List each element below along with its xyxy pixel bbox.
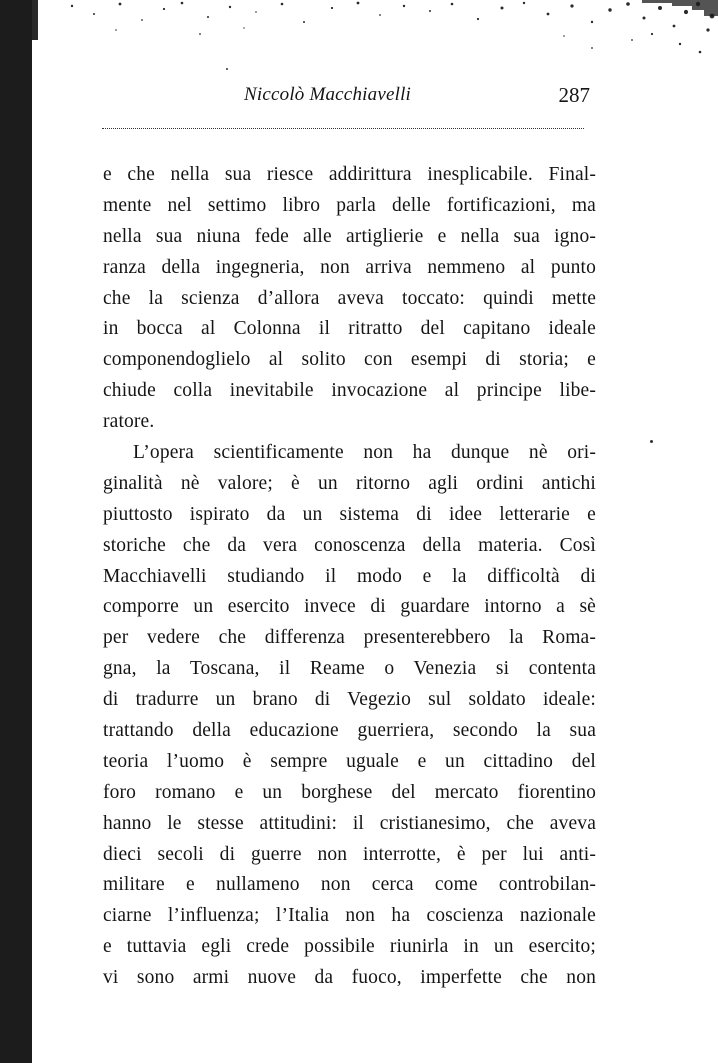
scan-speck xyxy=(650,440,653,443)
text-line: piuttosto ispirato da un sistema di idee letterarie e xyxy=(103,503,596,525)
text-line: e tuttavia egli crede possibile riunirla in un esercito; xyxy=(103,936,596,958)
text-line: dieci secoli di guerre non interrotte, è per lui anti- xyxy=(103,843,596,865)
text-line: di tradurre un brano di Vegezio sul soldato ideale: xyxy=(103,689,596,711)
text-line: mente nel settimo libro parla delle fortificazioni, ma xyxy=(103,194,596,216)
text-line: ratore. xyxy=(103,411,155,433)
text-line: in bocca al Colonna il ritratto del capitano ideale xyxy=(103,318,596,340)
text-line: nella sua niuna fede alle artiglierie e nella sua igno- xyxy=(103,225,596,247)
header-rule xyxy=(102,128,584,129)
scan-top-noise xyxy=(32,0,718,60)
paragraph-start-line: L’opera scientificamente non ha dunque nè ori- xyxy=(133,442,596,464)
text-line: militare e nullameno non cerca come controbilan- xyxy=(103,874,596,896)
text-line: vi sono armi nuove da fuoco, imperfette che non xyxy=(103,967,596,989)
text-line: teoria l’uomo è sempre uguale e un cittadino del xyxy=(103,750,596,772)
text-line: ranza della ingegneria, non arriva nemmeno al punto xyxy=(103,256,596,278)
text-line: per vedere che differenza presenterebbero la Roma- xyxy=(103,627,596,649)
text-line: comporre un esercito invece di guardare intorno a sè xyxy=(103,596,596,618)
running-head: Niccolò Macchiavelli xyxy=(244,84,412,105)
page-header xyxy=(102,84,600,114)
text-line: ciarne l’influenza; l’Italia non ha coscienza nazionale xyxy=(103,905,596,927)
text-line: chiude colla inevitabile invocazione al principe libe- xyxy=(103,380,596,402)
page-number: 287 xyxy=(558,83,590,107)
text-line: e che nella sua riesce addirittura inesplicabile. Final- xyxy=(103,164,596,185)
body-text xyxy=(103,160,596,994)
text-line: foro romano e un borghese del mercato fiorentino xyxy=(103,781,596,803)
text-line: che la scienza d’allora aveva toccato: quindi mette xyxy=(103,287,596,309)
text-line: gna, la Toscana, il Reame o Venezia si contenta xyxy=(103,658,596,680)
text-line: trattando della educazione guerriera, secondo la sua xyxy=(103,720,596,742)
text-line: Macchiavelli studiando il modo e la difficoltà di xyxy=(103,565,596,587)
text-line: componendoglielo al solito con esempi di storia; e xyxy=(103,349,596,371)
scan-binding-edge xyxy=(0,0,32,1063)
text-line: ginalità nè valore; è un ritorno agli ordini antichi xyxy=(103,472,596,494)
scan-speck xyxy=(226,68,228,70)
text-line: storiche che da vera conoscenza della materia. Così xyxy=(103,534,596,556)
text-line: hanno le stesse attitudini: il cristianesimo, che aveva xyxy=(103,812,596,834)
scan-noise-graphic xyxy=(32,0,718,60)
